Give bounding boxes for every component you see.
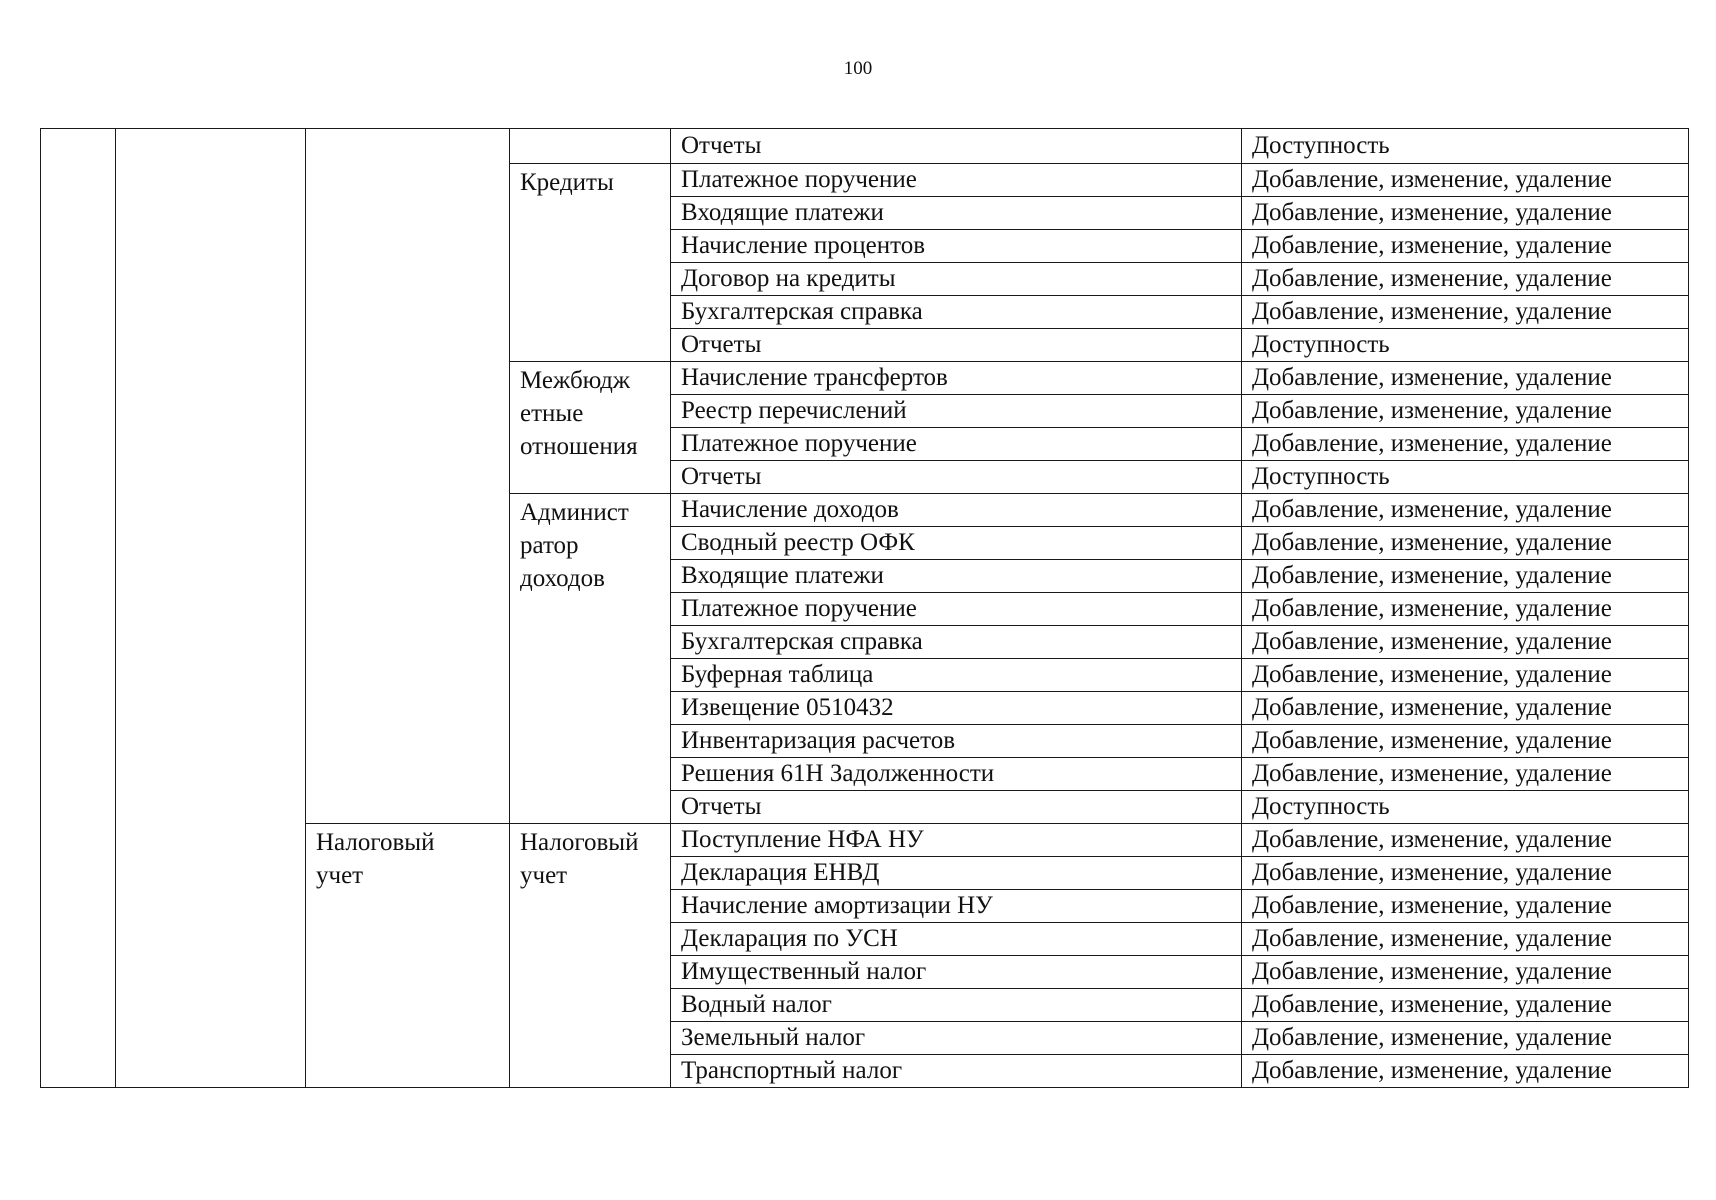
- group-name-cell: [510, 164, 671, 362]
- group-name-cell: [510, 824, 671, 1088]
- access-rights-table: [40, 128, 1689, 1088]
- group-name-line: Админист: [520, 499, 629, 526]
- document-type-cell: Извещение 0510432: [671, 692, 1242, 725]
- access-level-cell: Добавление, изменение, удаление: [1242, 263, 1689, 296]
- document-type-cell: Договор на кредиты: [671, 263, 1242, 296]
- access-level-cell: Добавление, изменение, удаление: [1242, 626, 1689, 659]
- section-cell: [306, 824, 510, 1088]
- group-name-line: отношения: [520, 433, 638, 460]
- document-type-cell: Поступление НФА НУ: [671, 824, 1242, 857]
- document-type-cell: Декларация ЕНВД: [671, 857, 1242, 890]
- table-body: [41, 129, 1689, 1088]
- access-level-cell: Доступность: [1242, 791, 1689, 824]
- section-label-line: учет: [316, 862, 364, 889]
- document-type-cell: Платежное поручение: [671, 428, 1242, 461]
- table-row: [41, 129, 1689, 164]
- access-level-cell: Доступность: [1242, 129, 1689, 164]
- access-level-cell: Добавление, изменение, удаление: [1242, 923, 1689, 956]
- access-level-cell: Добавление, изменение, удаление: [1242, 1055, 1689, 1088]
- access-level-cell: Добавление, изменение, удаление: [1242, 164, 1689, 197]
- document-type-cell: Инвентаризация расчетов: [671, 725, 1242, 758]
- group-name-line: Кредиты: [520, 169, 614, 196]
- document-type-cell: Входящие платежи: [671, 197, 1242, 230]
- document-type-cell: Реестр перечислений: [671, 395, 1242, 428]
- group-name-line: доходов: [520, 565, 605, 592]
- document-type-cell: Платежное поручение: [671, 593, 1242, 626]
- document-type-cell: Транспортный налог: [671, 1055, 1242, 1088]
- document-type-cell: Начисление трансфертов: [671, 362, 1242, 395]
- access-level-cell: Добавление, изменение, удаление: [1242, 593, 1689, 626]
- group-name-line: етные: [520, 400, 584, 427]
- document-type-cell: Решения 61Н Задолженности: [671, 758, 1242, 791]
- access-level-cell: Добавление, изменение, удаление: [1242, 296, 1689, 329]
- access-level-cell: Добавление, изменение, удаление: [1242, 560, 1689, 593]
- section-label-line: Налоговый: [316, 829, 435, 856]
- group-name-cell: [510, 362, 671, 494]
- document-type-cell: Бухгалтерская справка: [671, 296, 1242, 329]
- document-type-cell: Имущественный налог: [671, 956, 1242, 989]
- access-level-cell: Добавление, изменение, удаление: [1242, 956, 1689, 989]
- outer-empty-cell-2: [116, 129, 306, 1088]
- access-level-cell: Добавление, изменение, удаление: [1242, 890, 1689, 923]
- access-level-cell: Добавление, изменение, удаление: [1242, 494, 1689, 527]
- group-name-cell: [510, 129, 671, 164]
- access-level-cell: Добавление, изменение, удаление: [1242, 659, 1689, 692]
- access-level-cell: Добавление, изменение, удаление: [1242, 527, 1689, 560]
- section-empty-cell: [306, 129, 510, 824]
- access-level-cell: Добавление, изменение, удаление: [1242, 362, 1689, 395]
- access-level-cell: Добавление, изменение, удаление: [1242, 197, 1689, 230]
- document-type-cell: Отчеты: [671, 461, 1242, 494]
- document-type-cell: Водный налог: [671, 989, 1242, 1022]
- group-name-line: учет: [520, 862, 568, 889]
- document-type-cell: Сводный реестр ОФК: [671, 527, 1242, 560]
- document-type-cell: Декларация по УСН: [671, 923, 1242, 956]
- access-level-cell: Добавление, изменение, удаление: [1242, 725, 1689, 758]
- group-name-line: Межбюдж: [520, 367, 631, 394]
- page-number: 100: [843, 58, 873, 79]
- document-type-cell: Буферная таблица: [671, 659, 1242, 692]
- access-level-cell: Добавление, изменение, удаление: [1242, 758, 1689, 791]
- document-type-cell: Земельный налог: [671, 1022, 1242, 1055]
- access-level-cell: Добавление, изменение, удаление: [1242, 1022, 1689, 1055]
- document-type-cell: Платежное поручение: [671, 164, 1242, 197]
- access-level-cell: Добавление, изменение, удаление: [1242, 230, 1689, 263]
- outer-empty-cell-1: [41, 129, 116, 1088]
- document-type-cell: Начисление амортизации НУ: [671, 890, 1242, 923]
- document-type-cell: Отчеты: [671, 791, 1242, 824]
- group-name-line: ратор: [520, 532, 579, 559]
- document-type-cell: Входящие платежи: [671, 560, 1242, 593]
- document-type-cell: Начисление доходов: [671, 494, 1242, 527]
- access-level-cell: Добавление, изменение, удаление: [1242, 989, 1689, 1022]
- document-type-cell: Начисление процентов: [671, 230, 1242, 263]
- group-name-cell: [510, 494, 671, 824]
- access-level-cell: Добавление, изменение, удаление: [1242, 692, 1689, 725]
- access-level-cell: Добавление, изменение, удаление: [1242, 428, 1689, 461]
- access-level-cell: Доступность: [1242, 461, 1689, 494]
- document-type-cell: Отчеты: [671, 329, 1242, 362]
- access-level-cell: Доступность: [1242, 329, 1689, 362]
- group-name-line: Налоговый: [520, 829, 639, 856]
- access-level-cell: Добавление, изменение, удаление: [1242, 824, 1689, 857]
- access-level-cell: Добавление, изменение, удаление: [1242, 857, 1689, 890]
- access-level-cell: Добавление, изменение, удаление: [1242, 395, 1689, 428]
- document-type-cell: Бухгалтерская справка: [671, 626, 1242, 659]
- document-type-cell: Отчеты: [671, 129, 1242, 164]
